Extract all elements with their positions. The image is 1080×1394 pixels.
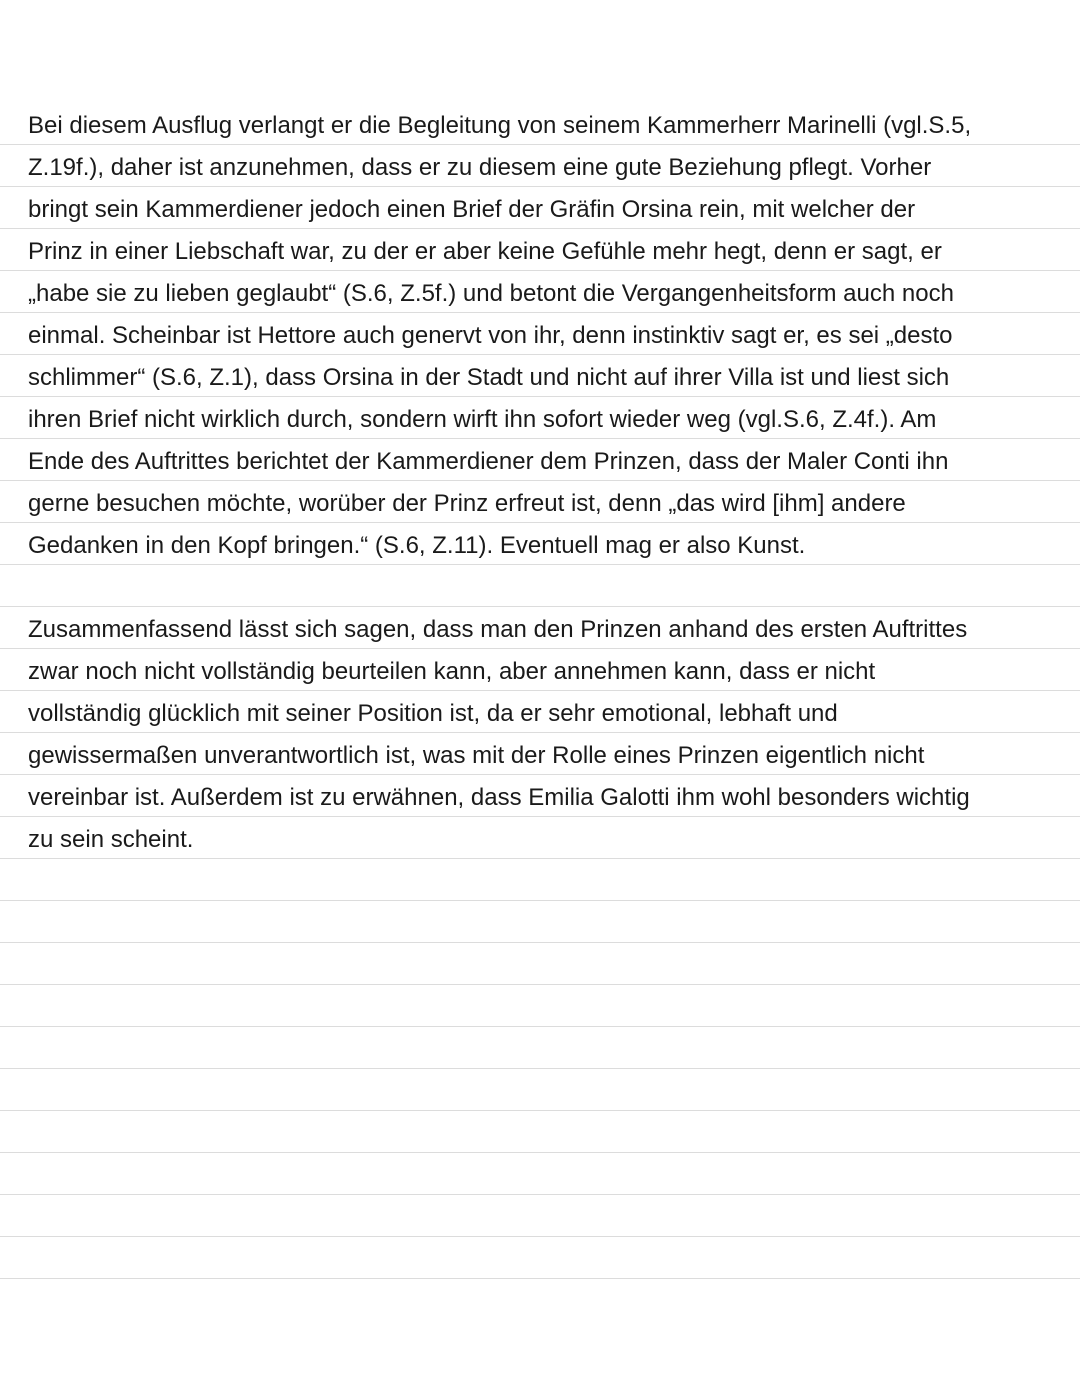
rule-line [0,732,1080,733]
rule-line [0,186,1080,187]
text-line: Prinz in einer Liebschaft war, zu der er aber keine Gefühle mehr hegt, denn er sagt, er [28,238,942,265]
rule-line [0,690,1080,691]
rule-line [0,1152,1080,1153]
rule-line [0,942,1080,943]
rule-line [0,144,1080,145]
text-line: Bei diesem Ausflug verlangt er die Begleitung von seinem Kammerherr Marinelli (vgl.S.5, [28,112,972,139]
text-line: zu sein scheint. [28,826,194,853]
text-line: schlimmer“ (S.6, Z.1), dass Orsina in der Stadt und nicht auf ihrer Villa ist und liest sich [28,364,950,391]
text-line: vollständig glücklich mit seiner Position ist, da er sehr emotional, lebhaft und [28,700,838,727]
text-line: ihren Brief nicht wirklich durch, sondern wirft ihn sofort wieder weg (vgl.S.6, Z.4f.). Am [28,406,937,433]
text-line: bringt sein Kammerdiener jedoch einen Brief der Gräfin Orsina rein, mit welcher der [28,196,916,223]
rule-line [0,900,1080,901]
rule-line [0,606,1080,607]
rule-line [0,1026,1080,1027]
text-line: Zusammenfassend lässt sich sagen, dass man den Prinzen anhand des ersten Auftrittes [28,616,968,643]
text-line: gerne besuchen möchte, worüber der Prinz erfreut ist, denn „das wird [ihm] andere [28,490,906,517]
rule-line [0,774,1080,775]
text-line: Z.19f.), daher ist anzunehmen, dass er zu diesem eine gute Beziehung pflegt. Vorher [28,154,932,181]
text-line: „habe sie zu lieben geglaubt“ (S.6, Z.5f.) und betont die Vergangenheitsform auch noch [28,280,954,307]
rule-line [0,984,1080,985]
rule-line [0,480,1080,481]
rule-line [0,1194,1080,1195]
rule-line [0,312,1080,313]
text-line: vereinbar ist. Außerdem ist zu erwähnen, dass Emilia Galotti ihm wohl besonders wichtig [28,784,970,811]
rule-line [0,354,1080,355]
rule-line [0,648,1080,649]
rule-line [0,396,1080,397]
rule-line [0,1236,1080,1237]
text-line: gewissermaßen unverantwortlich ist, was mit der Rolle eines Prinzen eigentlich nicht [28,742,925,769]
text-line: einmal. Scheinbar ist Hettore auch genervt von ihr, denn instinktiv sagt er, es sei „desto [28,322,953,349]
rule-line [0,816,1080,817]
rule-line [0,858,1080,859]
rule-line [0,270,1080,271]
rule-line [0,438,1080,439]
rule-line [0,1278,1080,1279]
rule-line [0,1110,1080,1111]
text-line: zwar noch nicht vollständig beurteilen kann, aber annehmen kann, dass er nicht [28,658,876,685]
text-line: Ende des Auftrittes berichtet der Kammerdiener dem Prinzen, dass der Maler Conti ihn [28,448,949,475]
rule-line [0,564,1080,565]
rule-line [0,228,1080,229]
rule-line [0,1068,1080,1069]
rule-line [0,522,1080,523]
text-line: Gedanken in den Kopf bringen.“ (S.6, Z.11). Eventuell mag er also Kunst. [28,532,806,559]
